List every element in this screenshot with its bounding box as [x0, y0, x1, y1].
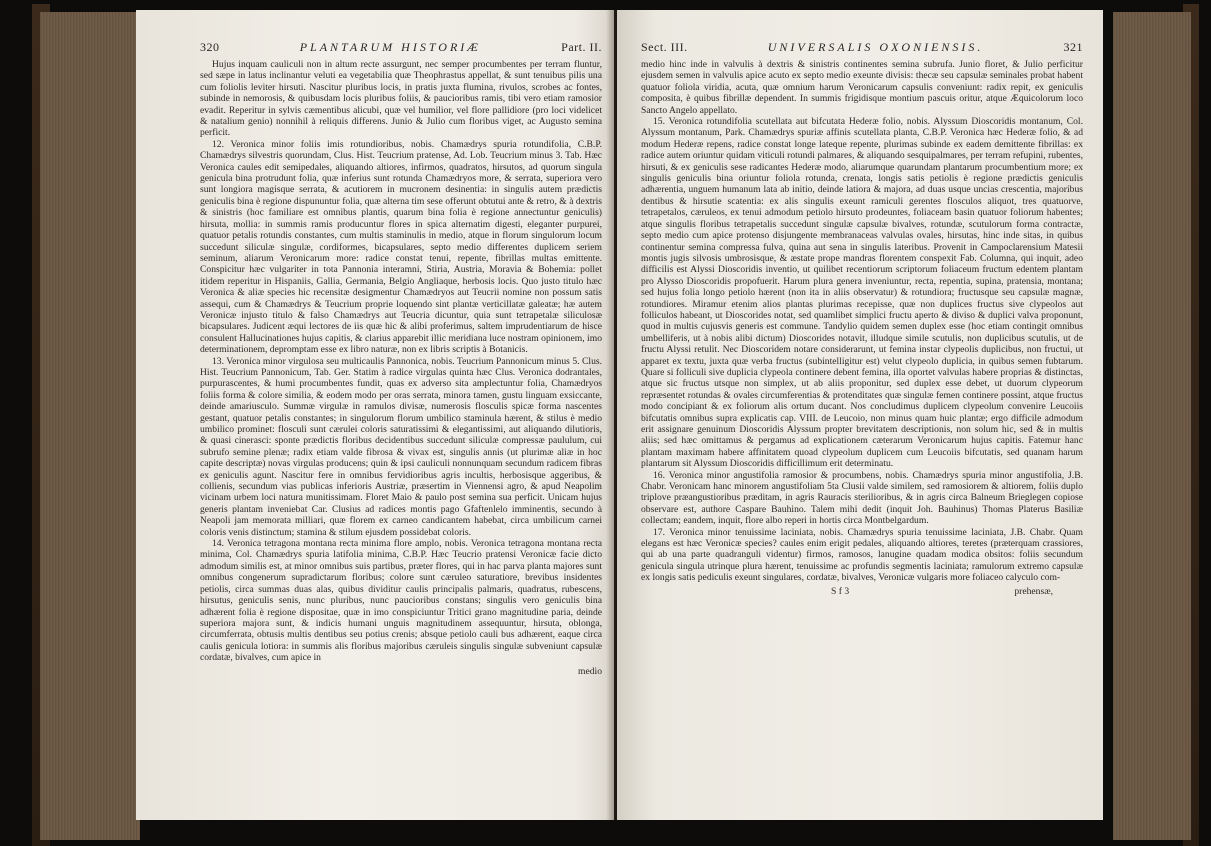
paragraph: 14. Veronica tetragona montana recta minima flore amplo, nobis. Veronica tetragona montana recta minima, Col. Chamædrys spuria latifolia minima, C.B.P. Hæc Teucrio pratensi Veronicæ facie dicto admodum similis est, at minor omnibus suis partibus, præter flores, qui in hac parva planta majores sunt omnibus congenerum supradictarum floribus; colore sunt cæruleo saturatiore, brevibus insidentes petiolis, circa summas duas alas, quibus dividitur caulis principalis palmaris, quadratus, rubescens, hirsutus, geniculis senis, nunc pluribus, nunc paucioribus constans; singulis vero geniculis bina adhærent folia è regione dispositae, quæ in imo conspiciuntur Tritici grano magnitudine paria, deinde superiora majora sunt, & indicis humani unguis magnitudinem assequuntur, hirsuta, oblonga, circumferrata, obtusis multis dentibus seu potius crenis; absque petiolo cauli bus adhærent, eaque circa caulis genicula lotiora: in summis alis floribus majoribus cæruleis singulis singulæ subveniunt capsulæ cordatæ, bivalves, cum apice in — [200, 538, 602, 664]
part-label: Part. II. — [561, 40, 602, 54]
paragraph: 15. Veronica rotundifolia scutellata aut bifcutata Hederæ folio, nobis. Alyssum Dioscoridis montanum, Col. Alyssum montanum, Park. Chamædrys spuriæ affinis scutellata planta, C.B.P. Veronica hæc Hederæ folio, & ad modum Hederæ repens, radice constat longe lateque repente, plurimas subinde ex eadem demittente fibrillas: ex radice autem oriuntur quidam viticuli rotundi palmares, & aliquando sesquipalmares, per terram refupini, rubentes, hirsuti, & ex geniculis sese radicantes Hederæ modo, aliarumque quarundam plantarum procumbentium more; ex singulis geniculis bina oriuntur foliola rotunda, crenata, longis satis petiolis è regione prædictis geniculis adhærentia, unguem humanum lata ab initio, deinde latiora & majora, ad duas usque uncias crescentia, majoribus dentibus & hirsutie scatentia: ex alis singulis exeunt ramiculi gerentes flosculos aliquot, tres quatuorve, tetrapetalos, cæruleos, ex tenui admodum petiolo hirsuto prodeuntes, foliaceam basin quatuor foliorum habentes; atque singulis floribus tetrapetalis succedunt singulæ capsulæ bivalves, rotundæ, scutulorum forma contractæ, septo medio cum apice protenso disjungente membranaceas valvulas ovales, hirsutas, hinc inde sitas, in quibus continentur semina compressa fulva, quina aut sena in singulis lateribus. Provenit in Campoclarensium Matesii montis jugis silvosis umbrosisque, & æstate prope mandras florentem conspexit Fab. Columna, qui inquit, adeo difficilis est Alyssi Dioscoridis inventio, ut quilibet recentiorum scriptorum foliaceum fructum edentem plantam pro Alysso Dioscoridis propofuerit. Harum plura genera inveniuntur, recta, repentia, supina, pratensia, montana; sed hujus folia longo petiolo hærent (non ita in aliis observatur) & rotundiora; fructusque seu capsulæ magnæ, rotundiores. Miramur etenim alios plantas plurimas recepisse, quæ non duplices fructus sive clypeolos aut folliculos habeant, ut Dioscorides notat, sed quamlibet simplici fructu aperto & diviso & duplici valva proponunt, quod in multis cujusvis generis est commune. Tandylio quidem semen duplex esse (hoc etiam contingit omnibus umbelliferis, ut à nobis alibi dictum) Dioscorides notavit, illudque simile scutulis, non duplicibus scutulis, ut de fructu Alyssi retulit. Nec Dioscoridem notare considerarunt, ut femina instar clypeolis duplicibus, non fructui, ut apparet ex textu, juxta quæ verba fructus (subintelligitur est) velut clypeolo duplicia, in quibus semen fubtarum. Quare si folliculi sive duplicia clypeola continere debent femina, illa oportet valvulas habere proprias & distinctas, atque sic fructus utsque non simplex, ut ab aliis proponitur, sed duplex esse debet, ut duorum clypeorum repræsentet rotundas & ovales circumferentias & protenditates quæ singulæ femen continere possint, atque fructus modo concipiant & ex foliorum alis ortum ducant. Nos concludimus duplicem clypeolum convenire Leucoiis bifcutatis omnibus supra explicatis cap. VIII. de Leucoio, non minus quam huic plantæ; ergo difficile admodum erit assignare genuinum Dioscoridis Alyssum propter brevitatem descriptionis, non solum hic, sed & in multis aliis; sed hæc omittamus & pergamus ad explicationem cæterarum Veronicarum hujus capitis. Fatemur hanc plantam maximam habere affinitatem quoad clypeolum duplicem cum Leucoiis bifcutatis, sed quanam harum plantarum sit Alyssum Dioscoridis difficillimum erit determinatu. — [641, 116, 1083, 470]
signature-mark: S f 3 — [831, 585, 850, 597]
paragraph: 13. Veronica minor virgulosa seu multicaulis Pannonica, nobis. Teucrium Pannonicum minus 5. Clus. Hist. Teucrium Pannonicum, Tab. Ger. Statim à radice virgulas quinta hæc Clus. Veronica dodrantales, purpurascentes, & humi procumbentes fundit, quas ex adverso sita amplectuntur folia, Chamædryos foliis forma & colore similia, & eodem modo per oras serrata, minora tamen, gustu linguam exsiccante, deinde amariusculo. Summæ virgulæ in ramulos divisæ, numerosis flosculis spicæ forma nascentes gestant, quatuor petalis constantes; in singulorum florum umbilico staminula hærent, & stilus è medio umbilico prominet: flosculi sunt cærulei coloris saturatissimi & elegantissimi, aut aliquando dilutioris, & quasi cinerasci: sponte prædictis floribus decidentibus succedunt siliculæ compressæ paululum, cui subrufo semine plenæ; radix etiam valde fibrosa & vivax est, singulis annis (ut plurimæ aliæ in hoc capite descriptæ) novas virgulas producens; quin & ipsi cauliculi nonnunquam secundum radicem fibras ex geniculis agunt. Nascitur fere in omnibus fervidioribus agris incultis, herbosisque aggeribus, & collienis, secundum vias publicas inferioris Austriæ, præsertim in Viennensi agro, & apud Neapolim vicinam urbem loci natura munitissimam. Floret Maio & paulo post semina sua perficit. Unicam hujus generis plantam inveniebat Car. Clusius ad radices montis pago Gfaftenlelo imminentis, secundo à Neapoli jam memorata milliari, quæ florem ex carneo candicantem habebat, circa umbilicum carnei coloris venis distinctum; stamina & stilum ejusdem possidebat coloris. — [200, 355, 602, 538]
left-body-text — [200, 59, 602, 664]
page-number: 321 — [1063, 40, 1083, 54]
catchword: medio — [578, 665, 602, 677]
left-catchword-line — [200, 666, 602, 677]
right-signature-line — [641, 586, 1083, 597]
catchword: prehensæ, — [1014, 585, 1053, 597]
paragraph: 16. Veronica minor angustifolia ramosior & procumbens, nobis. Chamædrys spuria minor angustifolia, J.B. Chabr. Veronicam hanc minorem angustifoliam 5ta Clusii valde similem, sed ramosiorem & altiorem, foliis duplo triplove præangustioribus præditam, in agris Rauracis sterilioribus, & in agris circa Balneum Brieglegen copiose observare est, authore Caspare Bauhino. Talem mihi dedit (inquit Joh. Bauhinus) Thomas Platerus Basiliæ collectam; eandem, inquit, flore albo reperi in hortis circa Montbelgardum. — [641, 469, 1083, 527]
paragraph: medio hinc inde in valvulis à dextris & sinistris continentes semina subrufa. Junio floret, & Julio perficitur ejusdem semen in valvulis apice acuto ex septo medio exeunte divisis: thecæ seu capsulæ seminales probat habent quatuor foliola viridia, acuta, quæ omnium harum Veronicarum capsulis conveniunt: radix repit, ex geniculis composita, è quibus fibrillæ dependent. In summis frigidisque montium pascuis oritur, atque Æquicolorum loco Sancto Angelo appellato. — [641, 59, 1083, 116]
left-page-edges — [40, 12, 140, 840]
section-label: Sect. III. — [641, 40, 688, 54]
right-running-head — [641, 40, 1083, 55]
right-page — [617, 10, 1103, 820]
right-page-edges — [1113, 12, 1191, 840]
right-body-text — [641, 59, 1083, 584]
paragraph: Hujus inquam cauliculi non in altum recte assurgunt, nec semper procumbentes per terram fluntur, sed sæpe in latus inclinantur veluti ea vegetabilia quæ Theophrastus appellat, & sunt tenuibus pilis una cum foliolis leviter hirsuti. Nascitur pluribus locis, in pratis juxta flumina, rivulos, scrobes ac fontes, subinde in nemorosis, & quibusdam locis pluribus foliis, & paucioribus ramis, tibi vero etiam ramosior evadit. Reperitur in sylvis cæmentibus alicubi, quæ vel humilior, vel flore pallidiore (pro loci videlicet & natalium genio) nonnihil à reliquis differens. Junio & Julio cum floribus viget, ac Augusto semina perficit. — [200, 59, 602, 139]
left-page — [136, 10, 614, 820]
paragraph: 17. Veronica minor tenuissime laciniata, nobis. Chamædrys spuria tenuissime laciniata, J.B. Chabr. Quam elegans est hæc Veronicæ species? caules enim erigit pedales, aliquando altiores, teretes (præterquam crassiores, qui ab una parte quadranguli videntur) firmos, ramosos, lanugine quadam modica obsitos: foliis secundum genicula singula utrinque plura hærent, tenuissime ac profundis segmentis laciniata; ramulorum extremo capsulæ ex longis satis pediculis exeunt singulares, cordatæ, bivalves, Veronicæ vulgaris more foliaceo calyculo com- — [641, 526, 1083, 584]
running-title: UNIVERSALIS OXONIENSIS. — [767, 40, 984, 54]
left-running-head — [200, 40, 602, 55]
running-title: PLANTARUM HISTORIÆ — [299, 40, 481, 54]
page-number: 320 — [200, 40, 220, 54]
paragraph: 12. Veronica minor foliis imis rotundioribus, nobis. Chamædrys spuria rotundifolia, C.B.P. Chamædrys silvestris quorundam, Clus. Hist. Teucrium pratense, Ad. Lob. Teucrium minus 3. Tab. Hæc Veronica caules edit semipedales, aliquando altiores, infirmos, quadratos, hirsutos, ad quorum singula genicula bina protrudunt folia, quæ inferius sunt rotunda Chamædryos more, & serrata, superiora vero sunt longiora magisque serrata, & acutiorem in mucronem desinentia: in singulis autem prædictis geniculis bina è regione dispununtur folia, quæ alterna tim sese offerunt obtutui ante & retro, & à dextris & sinistris (hoc familiare est omnibus plantis, quarum bina folia è regione annectuntur geniculis) hirsuta, mollia: in summis ramis producuntur flores in spica alternatim digesti, eleganter purpurei, quatuor petalis rotundis constantes, cum multis staminulis in medio, atque in florum singulorum locum succedunt siliculæ singulæ, cordiformes, bicapsulares, septo medio differentes duplicem seriem seminum, aliarum Veronicarum more: radice constat tenui, repente, fibrillas multas emittente. Conspicitur hæc vulgariter in tota Pannonia interamni, Stiria, Austria, Moravia & Bohemia: pollet itidem reperitur in Hispaniis, Gallia, Germania, Belgio Angliaque, herbosis locis. Quo justo titulo hæc Veronica & aliæ species hic recensitæ desigmentur Chamædryos aut Teucrii nomine non possum satis assequi, cum & Chamædrys & Teucrium proprie loquendo sint plantæ verticillatæ galeatæ; hæ autem Veronicæ injusto titulo & falso Chamædrys aut Teucria dicuntur, quia sunt tetrapetalæ siliculosæ bicapsulares. Judicent æqui lectores de iis quæ hic & alibi proferimus, saltem imprudentiarum de hisce consulent Hallucinationes hujus capitis, & clarius apparebit illic meridiana luce nostram opinionem, imo determinationem, depromptam esse ex libro naturæ, non ex libris scriptis à Botanicis. — [200, 138, 602, 356]
